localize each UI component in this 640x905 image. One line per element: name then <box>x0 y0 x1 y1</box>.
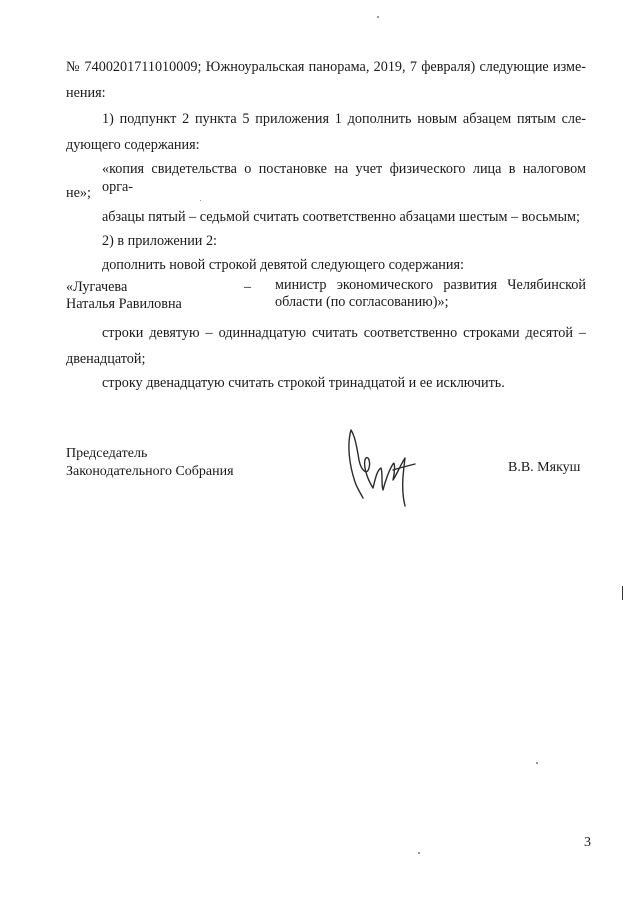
paragraph-1-line-2: нения: <box>66 85 106 101</box>
handwritten-signature <box>343 424 423 510</box>
entry-name-line-1: «Лугачева <box>66 279 128 295</box>
paragraph-3-line-2: не»; <box>66 185 91 201</box>
entry-name-line-2: Наталья Равиловна <box>66 296 182 312</box>
paragraph-5: 2) в приложении 2: <box>102 233 217 249</box>
scan-mark <box>622 586 623 600</box>
paragraph-7-line-1: строки девятую – одиннадцатую считать соответственно строками десятой – <box>102 325 586 341</box>
page-number: 3 <box>584 835 591 850</box>
scan-speck <box>200 200 201 201</box>
signatory-title-line-2: Законодательного Собрания <box>66 464 234 479</box>
signatory-title-line-1: Председатель <box>66 446 148 461</box>
signatory-title <box>66 445 234 481</box>
scan-speck <box>377 16 379 18</box>
scan-speck <box>536 762 538 764</box>
paragraph-1-line-1: № 7400201711010009; Южноуральская панорама, 2019, 7 февраля) следующие изме- <box>66 59 586 75</box>
signatory-name: В.В. Мякуш <box>508 460 581 475</box>
paragraph-7-line-2: двенадцатой; <box>66 351 146 367</box>
scan-speck <box>418 852 420 854</box>
entry-dash: – <box>244 279 252 295</box>
entry-position-line-1: министр экономического развития Челябинской <box>275 277 586 293</box>
paragraph-2-line-1: 1) подпункт 2 пункта 5 приложения 1 дополнить новым абзацем пятым сле- <box>102 111 586 127</box>
paragraph-3-line-1: «копия свидетельства о постановке на учет физического лица в налоговом орга- <box>102 161 586 195</box>
paragraph-2-line-2: дующего содержания: <box>66 137 200 153</box>
entry-position-line-2: области (по согласованию)»; <box>275 294 449 310</box>
paragraph-8: строку двенадцатую считать строкой тринадцатой и ее исключить. <box>102 375 505 391</box>
paragraph-4: абзацы пятый – седьмой считать соответственно абзацами шестым – восьмым; <box>102 209 580 225</box>
paragraph-6: дополнить новой строкой девятой следующего содержания: <box>102 257 464 273</box>
